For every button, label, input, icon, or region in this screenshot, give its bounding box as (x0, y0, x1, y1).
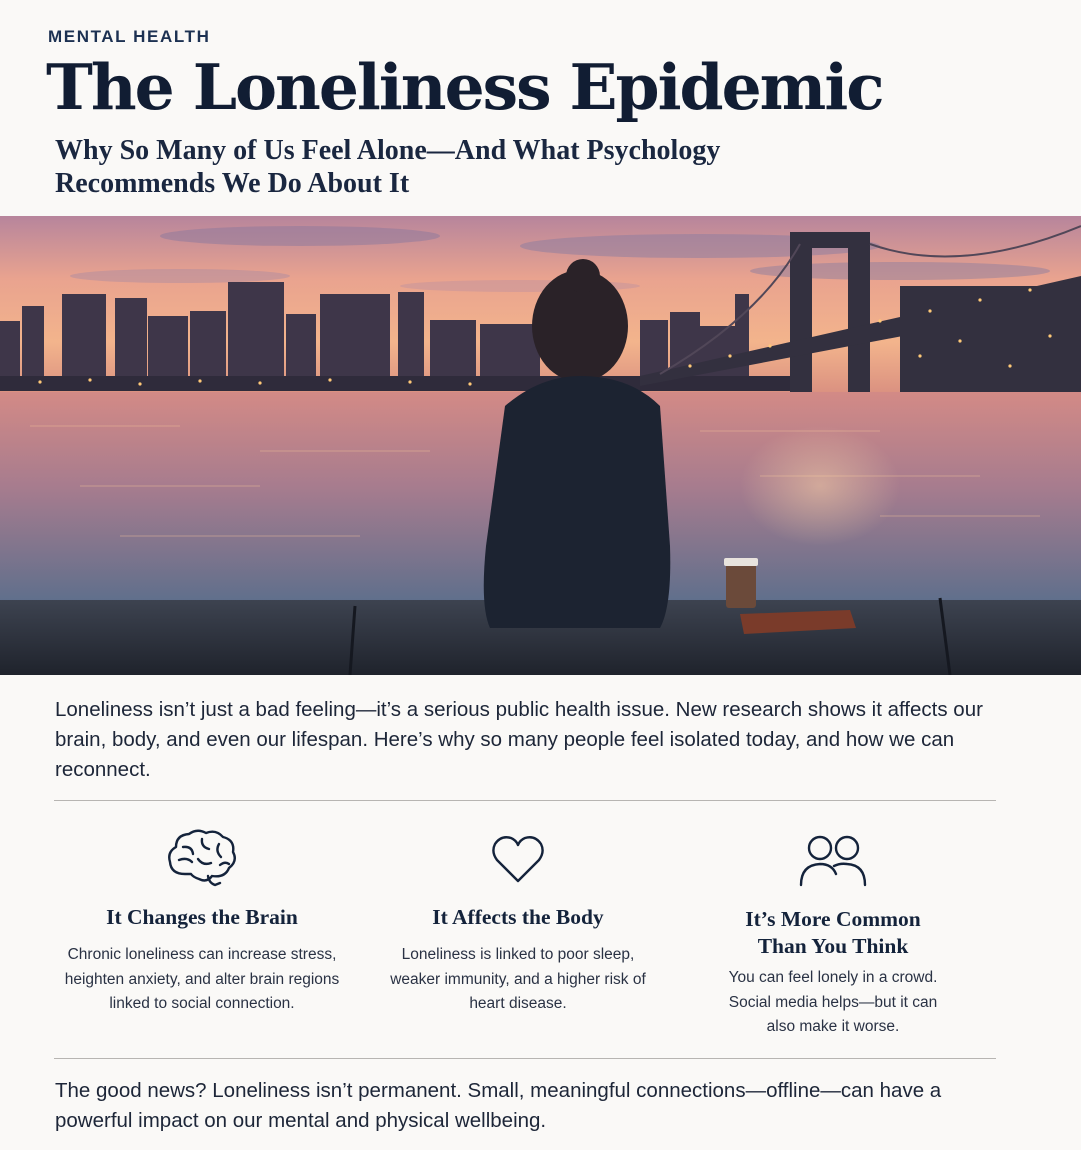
feature-title-line: It’s More Common (745, 907, 921, 931)
divider (54, 1058, 996, 1059)
feature-title (683, 906, 983, 960)
article-title: The Loneliness Epidemic (46, 50, 883, 124)
brain-icon (165, 826, 239, 890)
feature-text: You can feel lonely in a crowd. Social media helps—but it can also make it worse. (728, 969, 938, 1035)
closing-paragraph: The good news? Loneliness isn’t permanent. Small, meaningful connections—offline—can have a powerful impact on our mental and physical wellbeing. (55, 1079, 942, 1132)
feature-common (683, 826, 983, 1040)
section-kicker: MENTAL HEALTH (48, 27, 211, 46)
divider (54, 800, 996, 801)
feature-title: It Affects the Body (432, 905, 604, 929)
feature-title: It Changes the Brain (106, 905, 298, 929)
article-subtitle (55, 134, 775, 200)
feature-brain (52, 826, 352, 1017)
feature-body (368, 826, 668, 1017)
heart-icon (490, 831, 546, 887)
subtitle-line: Recommends We Do About It (55, 168, 410, 199)
intro-paragraph: Loneliness isn’t just a bad feeling—it’s a serious public health issue. New research shows it affects our brain, body, and even our lifespan. Here’s why so many people feel isolated today, and how we can reconnect. (55, 698, 983, 781)
people-icon (796, 832, 870, 890)
feature-text: Loneliness is linked to poor sleep, weaker immunity, and a higher risk of heart disease. (390, 946, 646, 1012)
hero-image (0, 216, 1081, 675)
feature-title-line: Than You Think (757, 934, 909, 958)
subtitle-line: Why So Many of Us Feel Alone—And What Psychology (55, 135, 721, 166)
feature-text: Chronic loneliness can increase stress, heighten anxiety, and alter brain regions linked to social connection. (64, 946, 340, 1012)
